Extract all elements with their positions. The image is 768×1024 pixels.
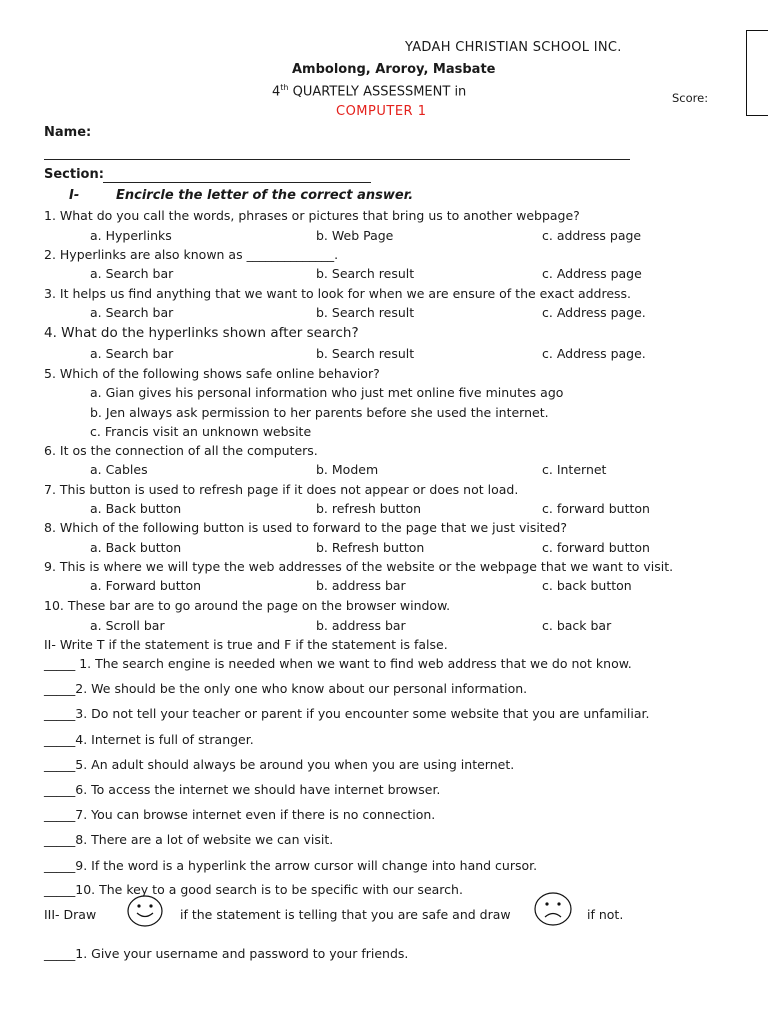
choice-3b: b. Search result xyxy=(316,305,415,320)
score-label: Score: xyxy=(672,91,709,105)
quarter-suffix: th xyxy=(280,83,289,92)
question-4: 4. What do the hyperlinks shown after search? xyxy=(44,325,359,341)
choice-7a: a. Back button xyxy=(90,501,182,516)
part3-end-text: if not. xyxy=(587,907,624,922)
quarter-text: QUARTELY ASSESSMENT in xyxy=(288,84,467,100)
choice-1c: c. address page xyxy=(542,228,642,243)
school-address: Ambolong, Aroroy, Masbate xyxy=(292,62,496,77)
question-10: 10. These bar are to go around the page on the browser window. xyxy=(44,598,451,613)
choice-5c: c. Francis visit an unknown website xyxy=(90,424,312,439)
question-2: 2. Hyperlinks are also known as ______________. xyxy=(44,247,339,262)
choice-4a: a. Search bar xyxy=(90,346,174,361)
subject-title: COMPUTER 1 xyxy=(336,104,427,119)
tf-item-8: _____8. There are a lot of website we can visit. xyxy=(44,832,334,847)
choice-2c: c. Address page xyxy=(542,266,642,281)
section-label: Section: xyxy=(44,167,104,182)
choice-5b: b. Jen always ask permission to her parents before she used the internet. xyxy=(90,405,549,420)
choice-1b: b. Web Page xyxy=(316,228,394,243)
smiley-face-icon xyxy=(126,894,164,928)
choice-10b: b. address bar xyxy=(316,618,406,633)
name-line xyxy=(44,159,630,160)
choice-9c: c. back button xyxy=(542,578,632,593)
question-5: 5. Which of the following shows safe online behavior? xyxy=(44,366,380,381)
choice-9a: a. Forward button xyxy=(90,578,202,593)
choice-2b: b. Search result xyxy=(316,266,415,281)
choice-7b: b. refresh button xyxy=(316,501,422,516)
choice-8b: b. Refresh button xyxy=(316,540,425,555)
choice-6a: a. Cables xyxy=(90,462,148,477)
smiley-item-1: _____1. Give your username and password to your friends. xyxy=(44,946,409,961)
question-8: 8. Which of the following button is used to forward to the page that we just visited? xyxy=(44,520,567,535)
question-9: 9. This is where we will type the web addresses of the website or the webpage that we want to visit. xyxy=(44,559,674,574)
section-line xyxy=(103,182,371,183)
choice-8a: a. Back button xyxy=(90,540,182,555)
choice-6b: b. Modem xyxy=(316,462,379,477)
part1-instruction: Encircle the letter of the correct answer. xyxy=(116,188,414,203)
tf-item-5: _____5. An adult should always be around you when you are using internet. xyxy=(44,757,515,772)
choice-6c: c. Internet xyxy=(542,462,607,477)
tf-item-9: _____9. If the word is a hyperlink the arrow cursor will change into hand cursor. xyxy=(44,858,538,873)
choice-7c: c. forward button xyxy=(542,501,650,516)
tf-item-1: _____ 1. The search engine is needed when we want to find web address that we do not know. xyxy=(44,656,632,671)
choice-10a: a. Scroll bar xyxy=(90,618,165,633)
tf-item-3: _____3. Do not tell your teacher or parent if you encounter some website that you are unfamiliar. xyxy=(44,706,650,721)
tf-item-2: _____2. We should be the only one who know about our personal information. xyxy=(44,681,528,696)
part2-instruction: II- Write T if the statement is true and F if the statement is false. xyxy=(44,637,448,652)
assessment-title xyxy=(272,83,466,99)
tf-item-7: _____7. You can browse internet even if there is no connection. xyxy=(44,807,436,822)
question-3: 3. It helps us find anything that we want to look for when we are ensure of the exact address. xyxy=(44,286,632,301)
question-1: 1. What do you call the words, phrases or pictures that bring us to another webpage? xyxy=(44,208,580,223)
choice-8c: c. forward button xyxy=(542,540,650,555)
tf-item-6: _____6. To access the internet we should have internet browser. xyxy=(44,782,441,797)
tf-item-10: _____10. The key to a good search is to be specific with our search. xyxy=(44,882,463,897)
sad-face-icon xyxy=(533,891,573,927)
part3-middle-text: if the statement is telling that you are safe and draw xyxy=(180,907,511,922)
question-7: 7. This button is used to refresh page if it does not appear or does not load. xyxy=(44,482,519,497)
tf-item-4: _____4. Internet is full of stranger. xyxy=(44,732,254,747)
part1-number: I- xyxy=(69,188,80,203)
choice-2a: a. Search bar xyxy=(90,266,174,281)
question-6: 6. It os the connection of all the computers. xyxy=(44,443,318,458)
part3-draw-label: III- Draw xyxy=(44,907,97,922)
quarter-number: 4 xyxy=(272,84,281,100)
name-label: Name: xyxy=(44,125,92,140)
choice-5a: a. Gian gives his personal information who just met online five minutes ago xyxy=(90,385,564,400)
choice-4c: c. Address page. xyxy=(542,346,646,361)
school-name: YADAH CHRISTIAN SCHOOL INC. xyxy=(405,40,622,55)
choice-4b: b. Search result xyxy=(316,346,415,361)
choice-3a: a. Search bar xyxy=(90,305,174,320)
choice-3c: c. Address page. xyxy=(542,305,646,320)
choice-10c: c. back bar xyxy=(542,618,612,633)
choice-1a: a. Hyperlinks xyxy=(90,228,172,243)
choice-9b: b. address bar xyxy=(316,578,406,593)
score-box xyxy=(746,30,768,116)
